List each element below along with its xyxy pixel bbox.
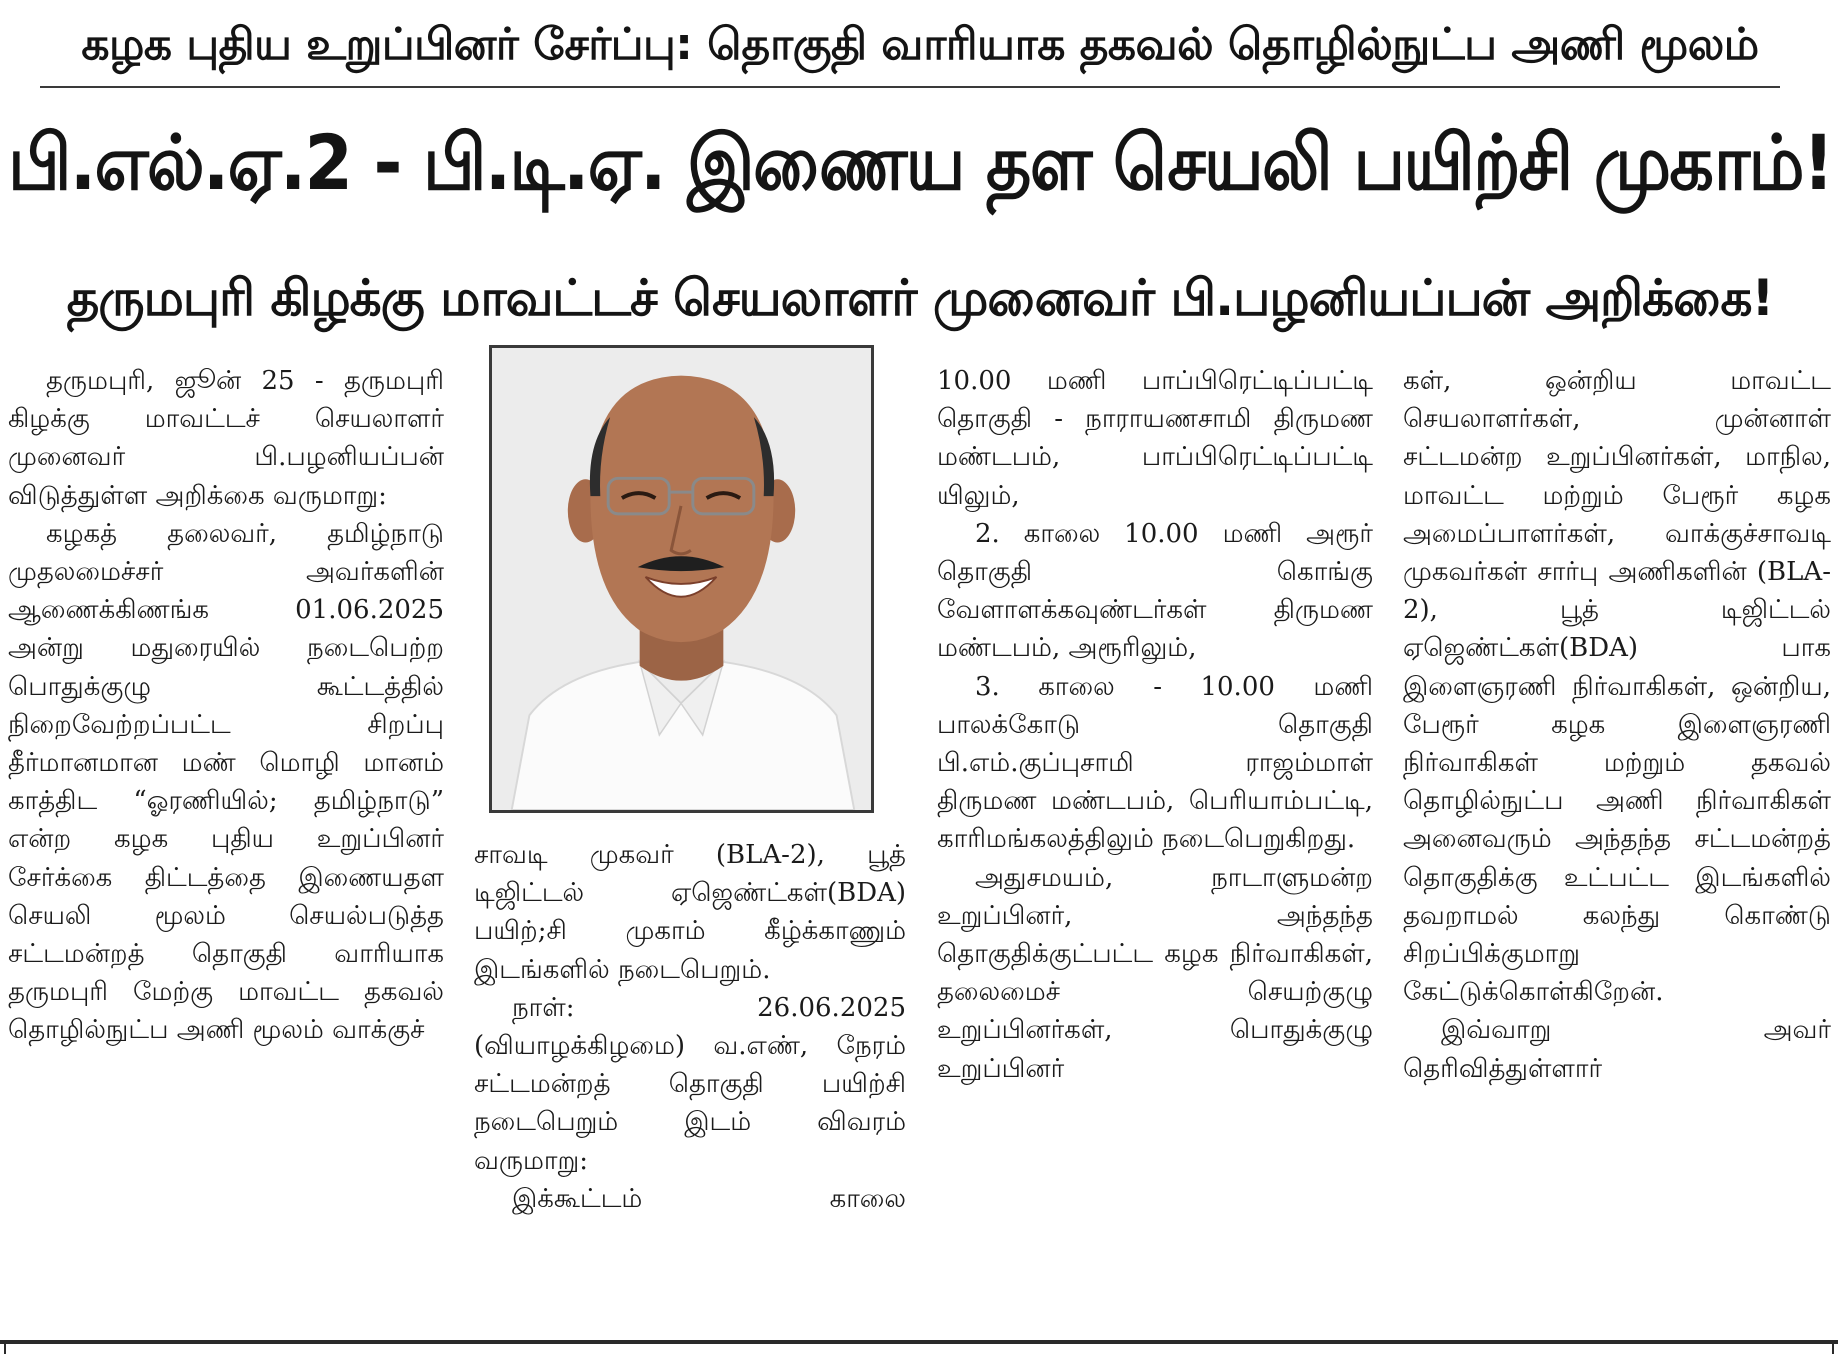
col4-paragraph-2: இவ்வாறு அவர் தெரிவித்துள்ளார் <box>1403 1015 1831 1084</box>
col4-paragraph-1: கள், ஒன்றிய மாவட்ட செயலாளர்கள், முன்னாள் சட்டமன்ற உறுப்பினர்கள், மாநில, மாவட்ட மற்றும் பேரூர் கழக அமைப்பாளர்கள், வாக்குச்சாவடி முகவர்கள் சார்பு அணிகளின் (BLA-2), பூத் டிஜிட்டல் ஏஜெண்ட்கள்(BDA) பாக இளைஞரணி நிர்வாகிகள், ஒன்றிய, பேரூர் கழக இளைஞரணி நிர்வாகிகள் மற்றும் தகவல் தொழில்நுட்ப அணி நிர்வாகிகள் அனைவரும் அந்தந்த சட்டமன்றத் தொகுதிக்கு உட்பட்ட இடங்களில் தவறாமல் கலந்து கொண்டு சிறப்பிக்குமாறு கேட்டுக்கொள்கிறேன். <box>1403 366 1831 1008</box>
kicker-divider <box>40 86 1780 88</box>
body-column-2 <box>474 836 906 1218</box>
article-kicker: கழக புதிய உறுப்பினர் சேர்ப்பு: தொகுதி வாரியாக தகவல் தொழில்நுட்ப அணி மூலம் <box>81 19 1759 70</box>
col3-paragraph-2: 2. காலை 10.00 மணி அரூர் தொகுதி கொங்கு வேளாளக்கவுண்டர்கள் திருமண மண்டபம், அரூரிலும், <box>937 518 1373 664</box>
portrait-photo <box>489 345 874 813</box>
article-subhead: தருமபுரி கிழக்கு மாவட்டச் செயலாளர் முனைவர் பி.பழனியப்பன் அறிக்கை! <box>66 269 1774 327</box>
portrait-illustration <box>492 348 871 810</box>
col2-paragraph-3: இக்கூட்டம் காலை <box>512 1183 906 1214</box>
col3-paragraph-1: 10.00 மணி பாப்பிரெட்டிப்பட்டி தொகுதி - நாராயணசாமி திருமண மண்டபம், பாப்பிரெட்டிப்பட்டி யிலும், <box>937 366 1373 511</box>
col2-paragraph-1: சாவடி முகவர் (BLA-2), பூத் டிஜிட்டல் ஏஜெண்ட்கள்(BDA) பயிற்;சி முகாம் கீழ்க்காணும் இடங்களில் நடைபெறும். <box>474 840 906 985</box>
body-column-4 <box>1403 362 1831 1088</box>
body-column-1 <box>8 362 444 1050</box>
col3-paragraph-3: 3. காலை - 10.00 மணி பாலக்கோடு தொகுதி பி.எம்.குப்புசாமி ராஜம்மாள் திருமண மண்டபம், பெரியாம்பட்டி, காரிமங்கலத்திலும் நடைபெறுகிறது. <box>937 671 1373 855</box>
col1-paragraph-2: கழகத் தலைவர், தமிழ்நாடு முதலமைச்சர் அவர்களின் ஆணைக்கிணங்க 01.06.2025 அன்று மதுரையில் நடைபெற்ற பொதுக்குழு கூட்டத்தில் நிறைவேற்றப்பட்ட சிறப்பு தீர்மானமான மண் மொழி மானம் காத்திட “ஓரணியில்; தமிழ்நாடு” என்ற கழக புதிய உறுப்பினர் சேர்க்கை திட்டத்தை இணையதள செயலி மூலம் செயல்படுத்த சட்டமன்றத் தொகுதி வாரியாக தருமபுரி மேற்கு மாவட்ட தகவல் தொழில்நுட்ப அணி மூலம் வாக்குச் <box>8 518 444 1046</box>
col3-paragraph-4: அதுசமயம், நாடாளுமன்ற உறுப்பினர், அந்தந்த தொகுதிக்குட்பட்ட கழக நிர்வாகிகள், தலைமைச் செயற்குழு உறுப்பினர்கள், பொதுக்குழு உறுப்பினர் <box>937 862 1373 1084</box>
article-headline: பி.எல்.ஏ.2 - பி.டி.ஏ. இணைய தள செயலி பயிற்சி முகாம்! <box>8 118 1833 207</box>
col1-paragraph-1: தருமபுரி, ஜூன் 25 - தருமபுரி கிழக்கு மாவட்டச் செயலாளர் முனைவர் பி.பழனியப்பன் விடுத்துள்ள அறிக்கை வருமாறு: <box>8 366 444 511</box>
body-column-3 <box>937 362 1373 1088</box>
col2-paragraph-2: நாள்: 26.06.2025 (வியாழக்கிழமை) வ.எண், நேரம் சட்டமன்றத் தொகுதி பயிற்சி நடைபெறும் இடம் விவரம் வருமாறு: <box>474 992 906 1176</box>
next-article-frame <box>4 1344 1834 1354</box>
